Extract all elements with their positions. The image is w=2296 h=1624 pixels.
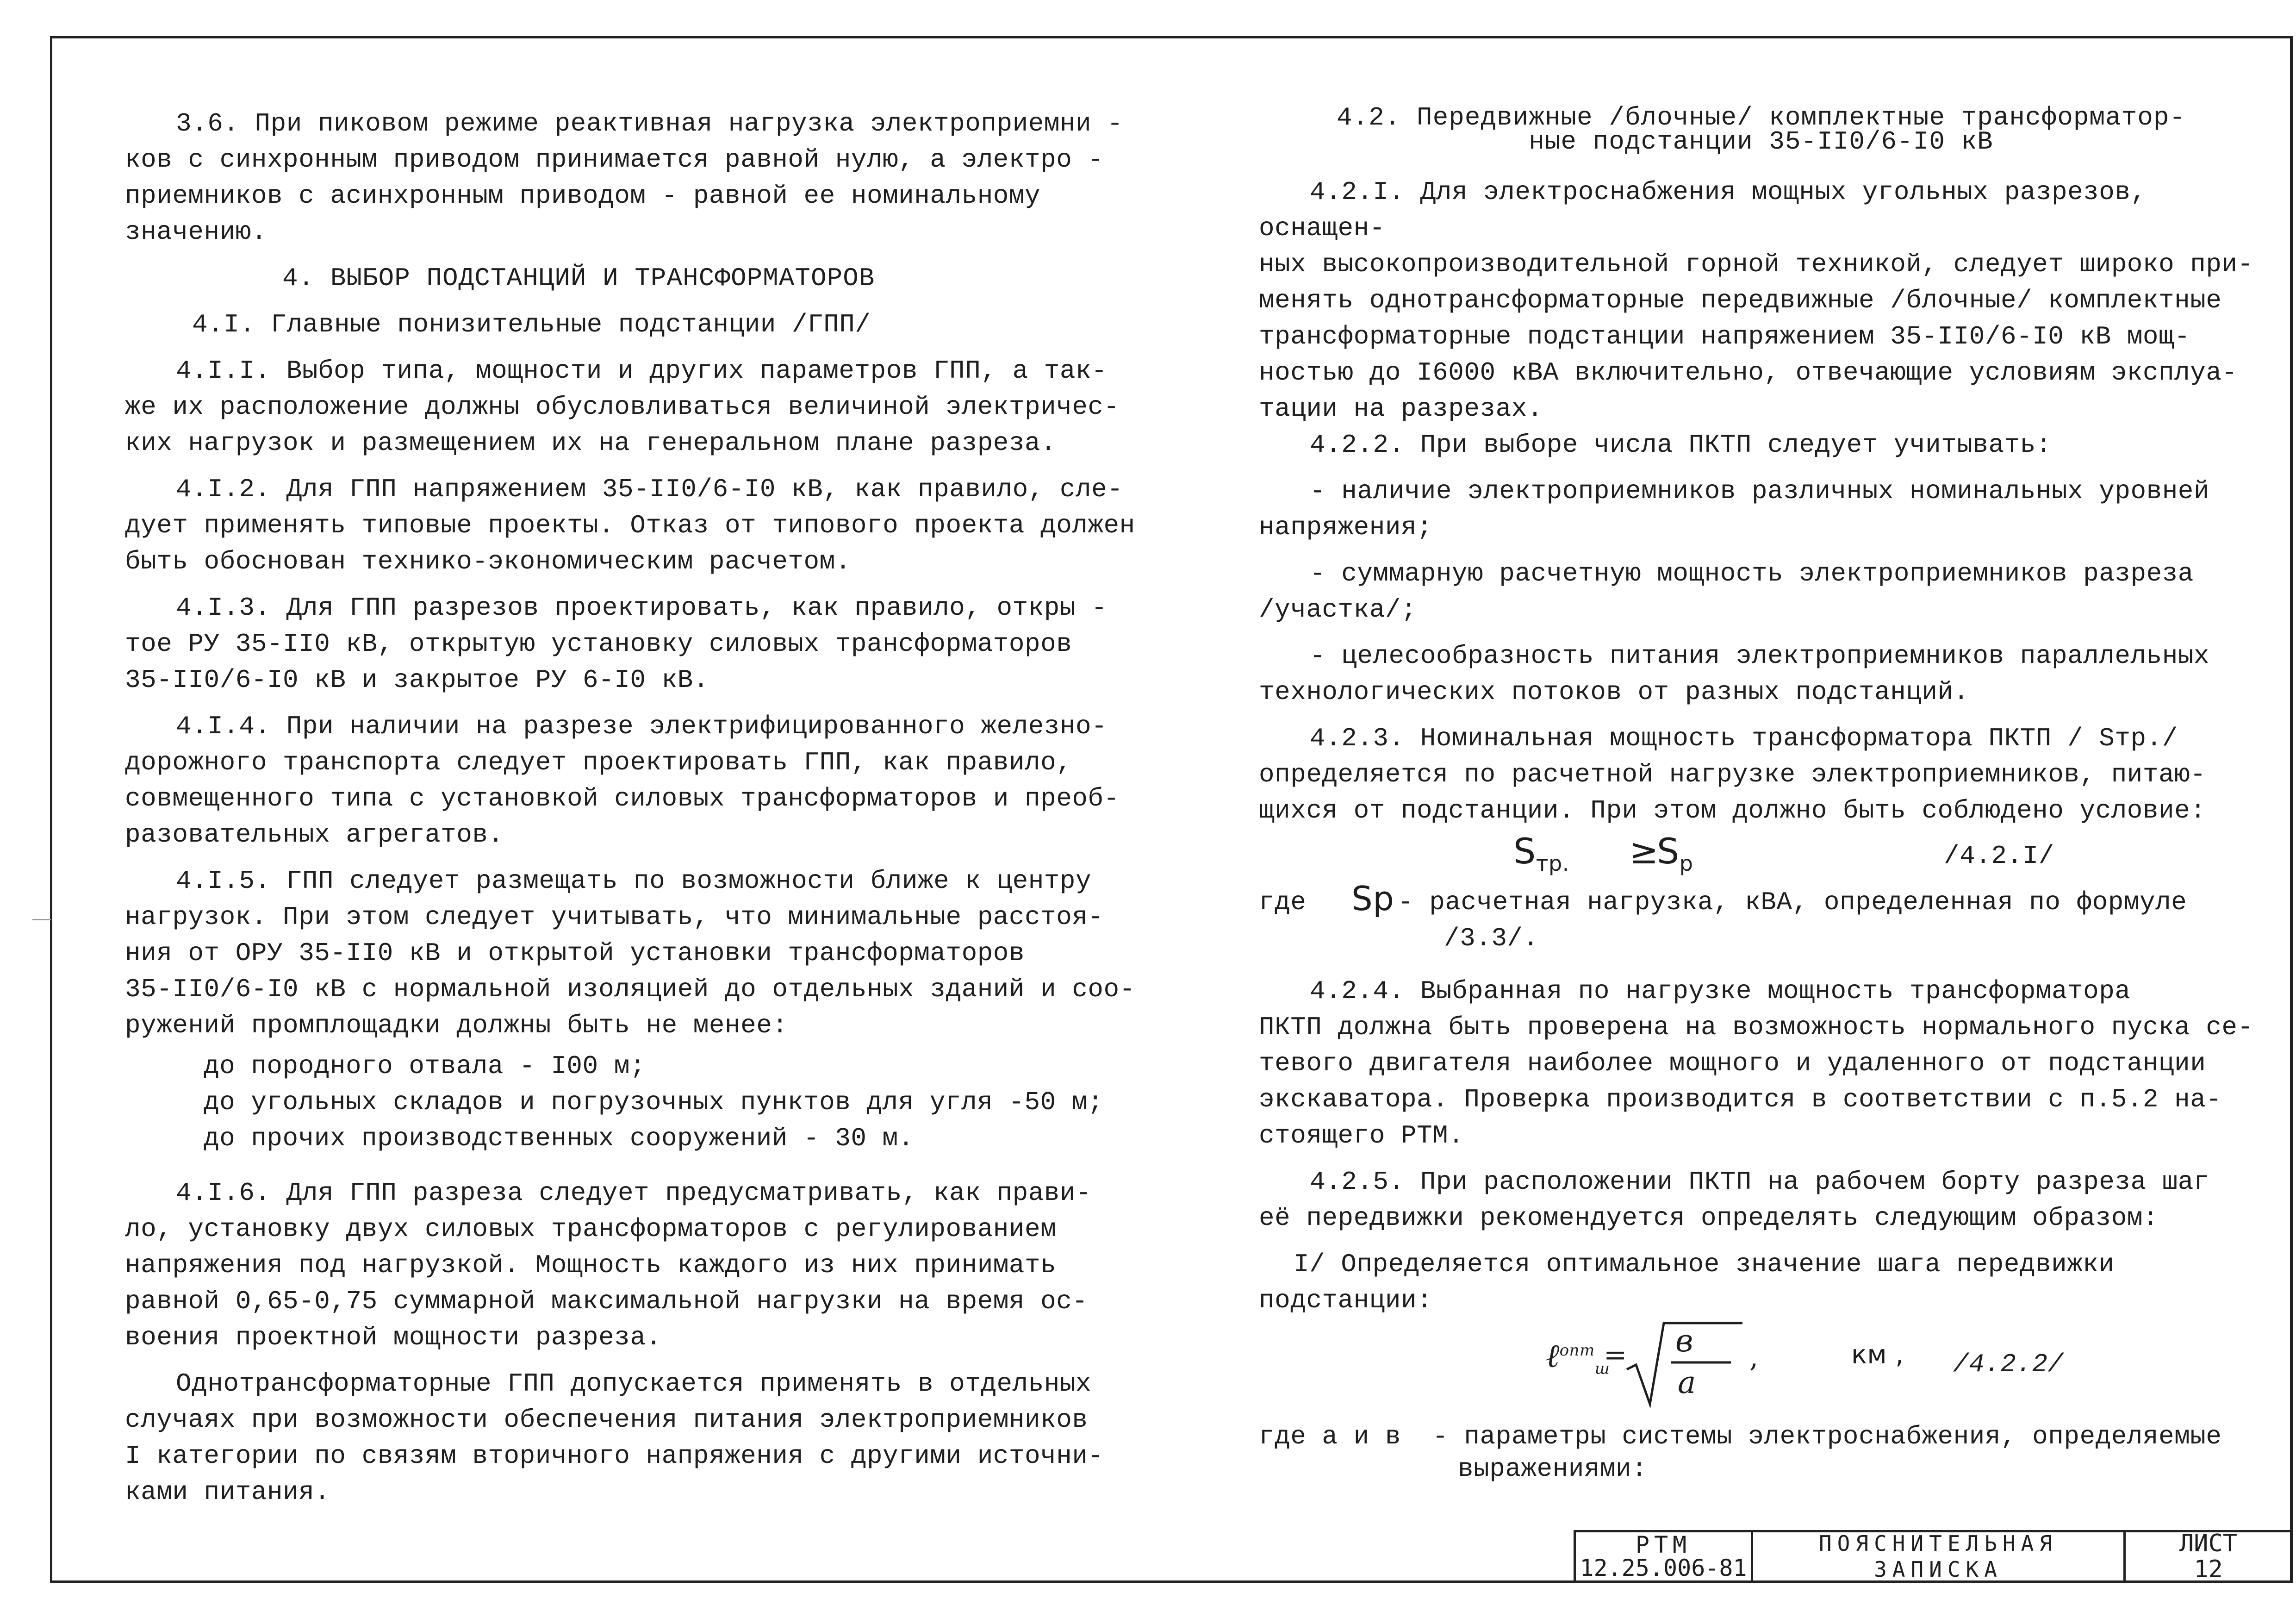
para-4-2-1 [1259, 174, 2263, 427]
where-sp [1259, 879, 2263, 956]
doc-title-line1: ПОЯСНИТЕЛЬНАЯ [1818, 1531, 2058, 1556]
para-line: - расчетная нагрузка, кВА, определенная по формуле [1398, 887, 2187, 917]
subsection-4-1-title: 4.I. Главные понизительные подстанции /ГПП/ [192, 310, 871, 339]
formula-4-2-1 [1259, 829, 2263, 884]
formula-unit: км , [1851, 1340, 1904, 1370]
para-4-2-5-step1 [1259, 1246, 2263, 1318]
para-line: /участка/; [1259, 595, 1417, 625]
para-line: выражениями: [1458, 1454, 1648, 1484]
para-line: 4.I.4. При наличии на разрезе электрифицированного железно- [176, 712, 1108, 741]
para-single-transformer [125, 1366, 1143, 1510]
para-line: 4.2.4. Выбранная по нагрузке мощность трансформатора [1310, 976, 2131, 1006]
para-3-6-line2: ков с синхронным приводом принимается равной нулю, а электро - [125, 145, 1104, 175]
para-line: трансформаторные подстанции напряжением 35-II0/6-I0 кВ мощ- [1259, 322, 2190, 351]
para-line: разовательных агрегатов. [125, 820, 504, 849]
formula-ref: /4.2.2/ [1953, 1349, 2064, 1379]
para-line: 35-II0/6-I0 кВ и закрытое РУ 6-I0 кВ. [125, 665, 709, 695]
where-label: где [1259, 887, 1307, 917]
para-4-2-3 [1259, 720, 2263, 829]
para-line: технологических потоков от разных подстанций. [1259, 677, 1969, 707]
sheet-number: 12 [2194, 1555, 2223, 1583]
formula-op: ≥ [1629, 831, 1659, 872]
para-line: 4.I.2. Для ГПП напряжением 35-II0/6-I0 кВ, как правило, сле- [176, 475, 1123, 504]
para-line: дорожного транспорта следует проектировать ГПП, как правило, [125, 748, 1072, 777]
para-line: ПКТП должна быть проверена на возможность нормального пуска се- [1259, 1012, 2253, 1042]
para-line: ния от ОРУ 35-II0 кВ и открытой установки трансформаторов [125, 938, 1025, 968]
para-line: 4.I.3. Для ГПП разрезов проектировать, как правило, откры - [176, 593, 1108, 623]
formula-4-2-2 [1259, 1318, 2263, 1411]
formula-lhs: ℓ$^{опт}_ш$ [1546, 1337, 1610, 1378]
where-symbol: Sр [1351, 879, 1394, 918]
para-line: /3.3/. [1444, 924, 1539, 953]
para-line: 4.2.5. При расположении ПКТП на рабочем борту разреза шаг [1310, 1167, 2210, 1197]
para-4-1-1 [125, 353, 1143, 461]
para-line: воения проектной мощности разреза. [125, 1323, 662, 1352]
para-4-2-2: 4.2.2. При выборе числа ПКТП следует учитывать: [1310, 430, 2052, 460]
para-line: случаях при возможности обеспечения питания электроприемников [125, 1405, 1088, 1435]
doc-code-cell [1576, 1532, 1753, 1580]
para-line: ких нагрузок и размещением их на генеральном плане разреза. [125, 428, 1057, 458]
doc-title-cell [1753, 1532, 2126, 1580]
margin-mark [32, 919, 51, 920]
formula-rhs: $S_р$ [1657, 831, 1693, 876]
doc-code-line2: 12.25.006-81 [1580, 1555, 1747, 1581]
para-line: 4.I.I. Выбор типа, мощности и других параметров ГПП, а так- [176, 356, 1108, 386]
distances-list [125, 1048, 1143, 1156]
para-line: 4.2.3. Номинальная мощность трансформатора ПКТП / Sтр./ [1310, 724, 2178, 753]
subsection-4-2-title [1259, 103, 2263, 156]
para-line: нагрузок. При этом следует учитывать, что минимальные расстоя- [125, 902, 1104, 932]
sheet-label: ЛИСТ [2179, 1530, 2238, 1557]
formula-eq: = [1604, 1339, 1627, 1371]
para-4-2-4 [1259, 973, 2263, 1154]
para-line: - наличие электроприемников различных номинальных уровней [1310, 476, 2210, 506]
list-item: до прочих производственных сооружений - 30 м. [204, 1124, 914, 1153]
doc-title-line2: ЗАПИСКА [1874, 1557, 2003, 1582]
left-column [125, 106, 1143, 1510]
para-line: 4.I.5. ГПП следует размещать по возможности ближе к центру [176, 866, 1092, 896]
para-line: напряжения; [1259, 512, 1433, 542]
para-line: напряжения под нагрузкой. Мощность каждого из них принимать [125, 1250, 1057, 1280]
right-column [1259, 103, 2263, 1485]
para-4-1-6 [125, 1175, 1143, 1355]
heading-line: ные подстанции 35-II0/6-I0 кВ [1529, 127, 1993, 156]
para-line: дует применять типовые проекты. Отказ от типового проекта должен [125, 511, 1135, 540]
para-line: определяется по расчетной нагрузке электроприемников, питаю- [1259, 760, 2206, 789]
para-line: 4.I.6. Для ГПП разреза следует предусматривать, как прави- [176, 1178, 1092, 1208]
para-line: I/ Определяется оптимальное значение шага передвижки [1294, 1249, 2115, 1279]
para-3-6-line1: 3.6. При пиковом режиме реактивная нагрузка электроприемни - [176, 109, 1123, 138]
para-line: ками питания. [125, 1477, 330, 1507]
where-a-b [1259, 1420, 2263, 1485]
para-3-6-line3: приемников с асинхронным приводом - равной ее номинальному значению. [125, 181, 1057, 247]
bullet-2 [1259, 556, 2263, 628]
formula-ref: /4.2.I/ [1944, 841, 2054, 871]
list-item: до породного отвала - I00 м; [204, 1051, 646, 1081]
para-line: равной 0,65-0,75 суммарной максимальной нагрузки на время ос- [125, 1287, 1088, 1316]
para-line: тевого двигателя наиболее мощного и удаленного от подстанции [1259, 1049, 2206, 1078]
para-line: I категории по связям вторичного напряжения с другими источни- [125, 1441, 1104, 1471]
formula-denominator: а [1678, 1365, 1696, 1400]
formula-lhs: $S_{тр.}$ [1513, 831, 1569, 876]
bullet-3 [1259, 638, 2263, 710]
para-line: стоящего РТМ. [1259, 1121, 1464, 1150]
para-line: Однотрансформаторные ГПП допускается применять в отдельных [176, 1369, 1092, 1399]
para-4-1-2 [125, 471, 1143, 580]
para-line: ружений промплощадки должны быть не менее: [125, 1011, 788, 1040]
para-line: ных высокопроизводительной горной техникой, следует широко при- [1259, 250, 2253, 279]
para-4-2-5 [1259, 1164, 2263, 1236]
para-line: её передвижки рекомендуется определять следующим образом: [1259, 1203, 2159, 1233]
para-line: тации на разрезах. [1259, 394, 1543, 424]
para-line: подстанции: [1259, 1286, 1433, 1315]
list-item: до угольных складов и погрузочных пунктов для угля -50 м; [204, 1087, 1104, 1117]
para-4-1-4 [125, 708, 1143, 853]
para-line: ностью до I6000 кВА включительно, отвечающие условиям эксплуа- [1259, 358, 2238, 387]
para-line: - суммарную расчетную мощность электроприемников разреза [1310, 559, 2194, 588]
para-line: - целесообразность питания электроприемников параллельных [1310, 641, 2210, 671]
title-block [1574, 1530, 2291, 1583]
para-line: ло, установку двух силовых трансформаторов с регулированием [125, 1214, 1057, 1244]
sheet-cell [2126, 1530, 2291, 1583]
section-4-title: 4. ВЫБОР ПОДСТАНЦИЙ И ТРАНСФОРМАТОРОВ [282, 263, 875, 293]
doc-code-line1: РТМ [1635, 1531, 1692, 1558]
para-line: быть обоснован технико-экономическим расчетом. [125, 547, 851, 576]
para-line: 4.2.I. Для электроснабжения мощных угольных разрезов, оснащен- [1259, 177, 2162, 243]
para-line: экскаватора. Проверка производится в соответствии с п.5.2 на- [1259, 1085, 2222, 1114]
formula-numerator: в [1675, 1323, 1693, 1359]
para-line: совмещенного типа с установкой силовых трансформаторов и преоб- [125, 784, 1120, 813]
para-line: же их расположение должны обусловливаться величиной электричес- [125, 392, 1120, 422]
para-line: менять однотрансформаторные передвижные /блочные/ комплектные [1259, 286, 2222, 315]
para-line: 35-II0/6-I0 кВ с нормальной изоляцией до отдельных зданий и соо- [125, 974, 1135, 1004]
para-line: где а и в - параметры системы электроснабжения, определяемые [1259, 1422, 2222, 1451]
para-4-1-3 [125, 590, 1143, 698]
heading-line: 4.2. Передвижные /блочные/ комплектные трансформатор- [1336, 103, 2186, 132]
para-line: щихся от подстанции. При этом должно быть соблюдено условие: [1259, 796, 2206, 825]
para-4-1-5 [125, 863, 1143, 1043]
para-line: тое РУ 35-II0 кВ, открытую установку силовых трансформаторов [125, 629, 1072, 659]
bullet-1 [1259, 473, 2263, 545]
formula-comma: , [1749, 1341, 1759, 1374]
